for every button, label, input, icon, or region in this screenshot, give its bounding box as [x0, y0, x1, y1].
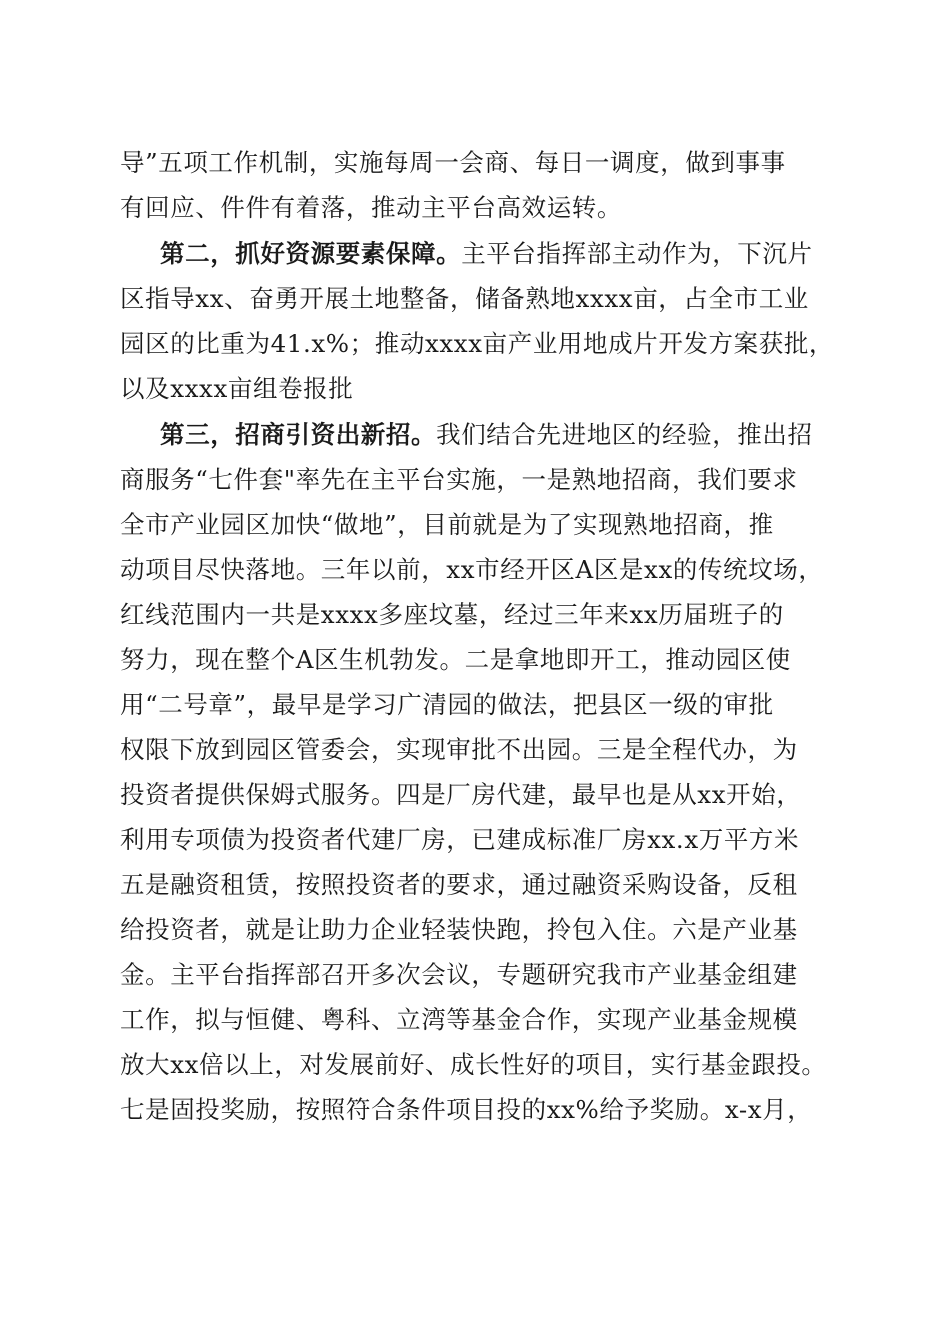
- para3-line-6: 努力，现在整个A区生机勃发。二是拿地即开工，推动园区使: [120, 645, 791, 674]
- para3-line-10: 利用专项债为投资者代建厂房，已建成标准厂房xx.x万平方米: [120, 825, 800, 854]
- para3-line-5: 红线范围内一共是xxxx多座坟墓，经过三年来xx历届班子的: [120, 600, 784, 629]
- para2-line-3: 园区的比重为41.x%；推动xxxx亩产业用地成片开发方案获批，: [120, 329, 835, 358]
- para3-line-14: 工作，拟与恒健、粤科、立湾等基金合作，实现产业基金规模: [120, 1005, 798, 1034]
- para3-first-line-rest: 我们结合先进地区的经验，推出招: [436, 420, 813, 449]
- para2-line-2: 区指导xx、奋勇开展土地整备，储备熟地xxxx亩，占全市工业: [120, 284, 809, 313]
- para3-first-line: [160, 413, 840, 457]
- para3-line-16: 七是固投奖励，按照符合条件项目投的xx%给予奖励。x-x月，: [120, 1095, 813, 1124]
- para2-lead-sentence: 第二，抓好资源要素保障。: [160, 239, 462, 268]
- para2-line-4: 以及xxxx亩组卷报批: [120, 374, 354, 403]
- para3-line-12: 给投资者，就是让助力企业轻装快跑，拎包入住。六是产业基: [120, 915, 798, 944]
- para3-lead-sentence: 第三，招商引资出新招。: [160, 420, 437, 449]
- para3-line-11: 五是融资租赁，按照投资者的要求，通过融资采购设备，反租: [120, 870, 798, 899]
- para3-line-15: 放大xx倍以上，对发展前好、成长性好的项目，实行基金跟投。: [120, 1050, 827, 1079]
- para3-line-8: 权限下放到园区管委会，实现审批不出园。三是全程代办，为: [120, 735, 798, 764]
- para3-line-13: 金。主平台指挥部召开多次会议，专题研究我市产业基金组建: [120, 960, 798, 989]
- para3-line-9: 投资者提供保姆式服务。四是厂房代建，最早也是从xx开始，: [120, 780, 802, 809]
- para3-line-2: 商服务“七件套"率先在主平台实施，一是熟地招商，我们要求: [120, 465, 798, 494]
- para3-line-3: 全市产业园区加快“做地”，目前就是为了实现熟地招商，推: [120, 510, 774, 539]
- para1-line-1: 导”五项工作机制，实施每周一会商、每日一调度，做到事事: [120, 148, 786, 177]
- para3-line-4: 动项目尽快落地。三年以前，xx市经开区A区是xx的传统坟场，: [120, 555, 824, 584]
- para2-first-line: [160, 232, 840, 276]
- para1-line-2: 有回应、件件有着落，推动主平台高效运转。: [120, 193, 622, 222]
- para2-first-line-rest: 主平台指挥部主动作为，下沉片: [461, 239, 813, 268]
- para3-line-7: 用“二号章”，最早是学习广清园的做法，把县区一级的审批: [120, 690, 774, 719]
